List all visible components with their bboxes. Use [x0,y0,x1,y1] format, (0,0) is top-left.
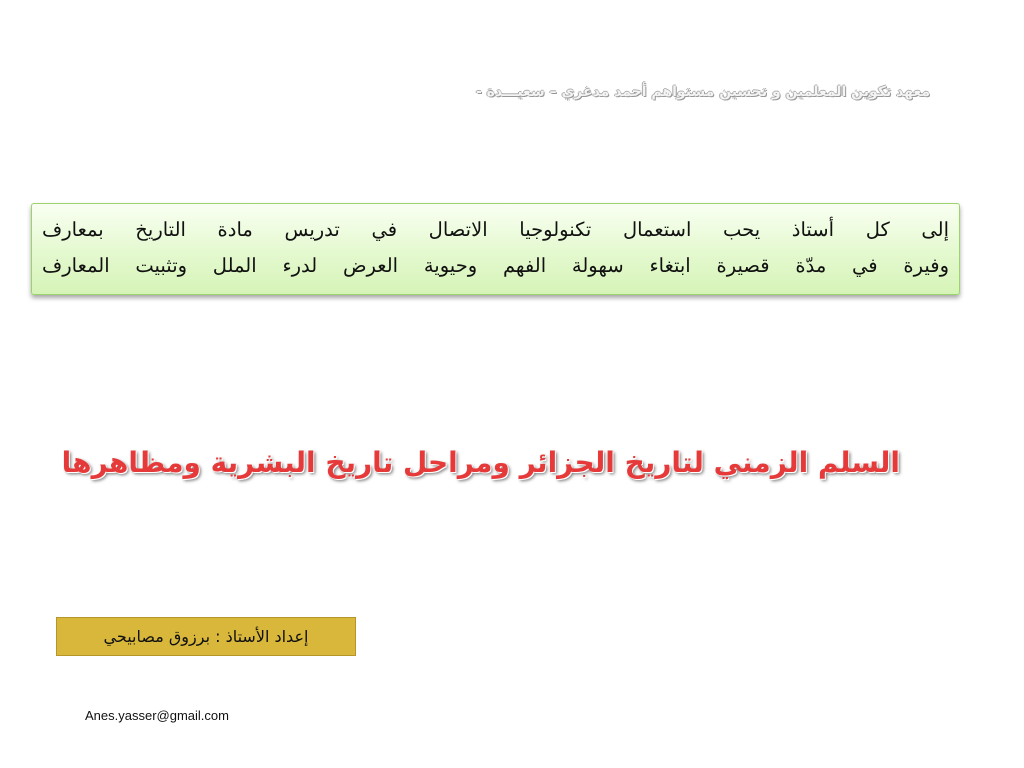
institute-header: معهد تكوين المعلمين و تحسين مستواهم أحمد مدغري – سعيـــدة - [475,84,930,100]
main-title: السلم الزمني لتاريخ الجزائر ومراحل تاريخ البشرية ومظاهرها [61,446,900,479]
intro-text-box [31,203,960,295]
contact-email: Anes.yasser@gmail.com [85,708,229,723]
intro-line-2: وفيرة في مدّة قصيرة ابتغاء سهولة الفهم وحيوية العرض لدرء الملل وتثبيت المعارف [42,254,949,277]
author-box: إعداد الأستاذ : برزوق مصابيحي [56,617,356,656]
intro-line-1: إلى كل أستاذ يحب استعمال تكنولوجيا الاتصال في تدريس مادة التاريخ بمعارف [42,218,949,241]
